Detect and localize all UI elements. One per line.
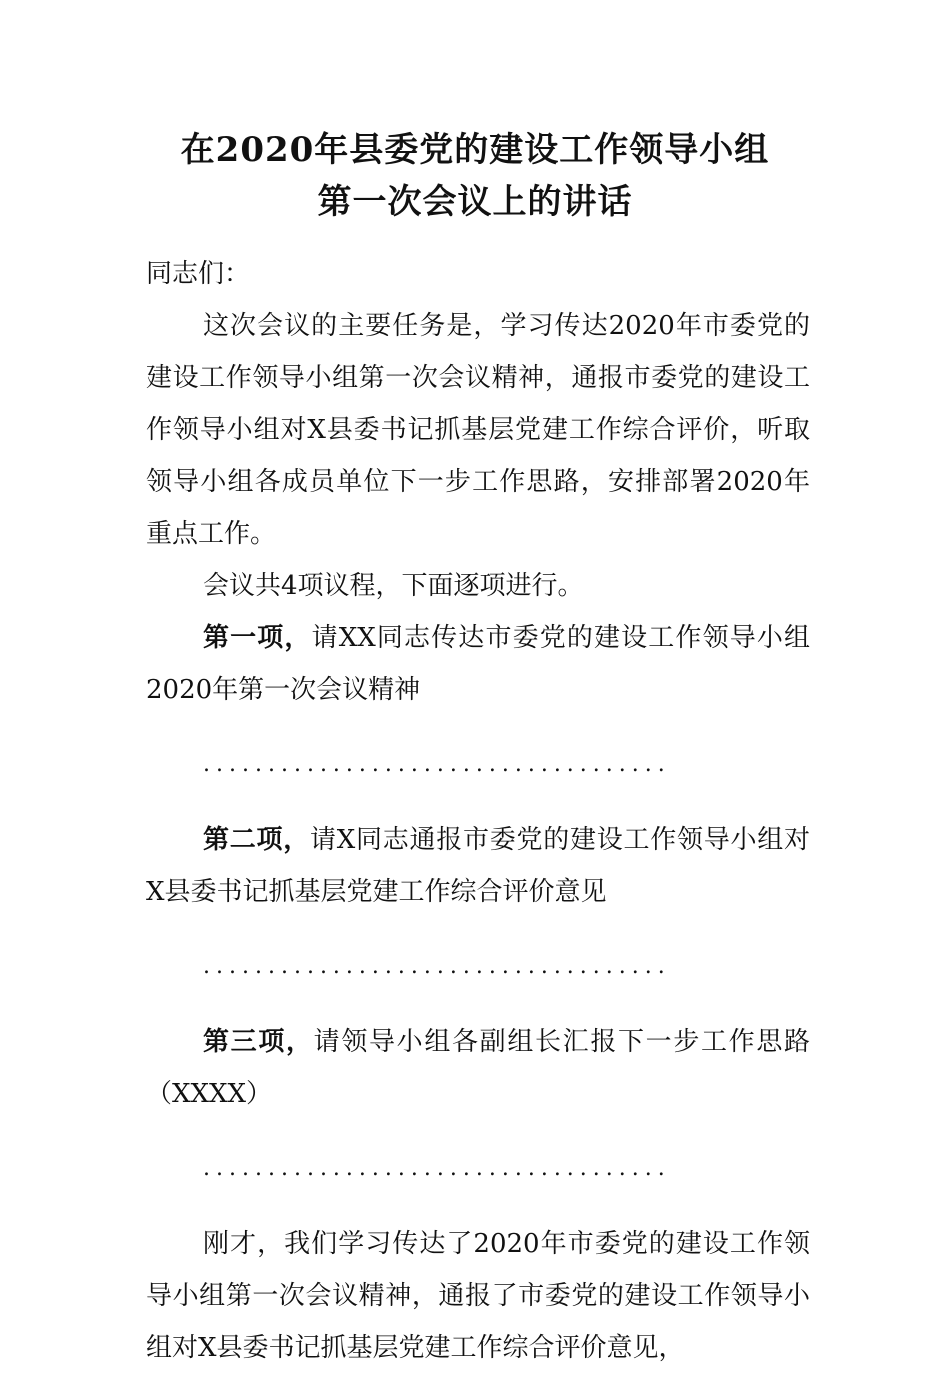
agenda-item-2 bbox=[146, 814, 810, 918]
agenda-item-2-text: 请X同志通报市委党的建设工作领导小组对X县委书记抓基层党建工作综合评价意见 bbox=[146, 825, 810, 907]
agenda-item-3-text: 请领导小组各副组长汇报下一步工作思路（XXXX） bbox=[146, 1027, 810, 1109]
closing-paragraph: 刚才，我们学习传达了2020年市委党的建设工作领导小组第一次会议精神，通报了市委党的建设工作领导小组对X县委书记抓基层党建工作综合评价意见， bbox=[146, 1229, 810, 1363]
ellipsis-3: .................................... bbox=[203, 1156, 671, 1181]
document-body bbox=[146, 248, 810, 1374]
document-title-line-1: 在2020年县委党的建设工作领导小组 bbox=[180, 130, 770, 170]
agenda-item-3 bbox=[146, 1016, 810, 1120]
agenda-item-1 bbox=[146, 612, 810, 716]
ellipsis-2: .................................... bbox=[203, 954, 671, 979]
document-title-line-2: 第一次会议上的讲话 bbox=[317, 182, 633, 222]
agenda-item-1-text: 请XX同志传达市委党的建设工作领导小组2020年第一次会议精神 bbox=[146, 623, 810, 705]
salutation: 同志们： bbox=[146, 259, 251, 289]
agenda-item-2-label: 第二项， bbox=[203, 825, 310, 855]
ellipsis-1: .................................... bbox=[203, 752, 671, 777]
agenda-item-3-label: 第三项， bbox=[203, 1027, 314, 1057]
agenda-note: 会议共4项议程，下面逐项进行。 bbox=[203, 571, 584, 601]
agenda-item-1-label: 第一项， bbox=[203, 623, 312, 653]
intro-paragraph: 这次会议的主要任务是，学习传达2020年市委党的建设工作领导小组第一次会议精神，通报市委党的建设工作领导小组对X县委书记抓基层党建工作综合评价，听取领导小组各成员单位下一步工作思路，安排部署2020年重点工作。 bbox=[146, 311, 810, 549]
